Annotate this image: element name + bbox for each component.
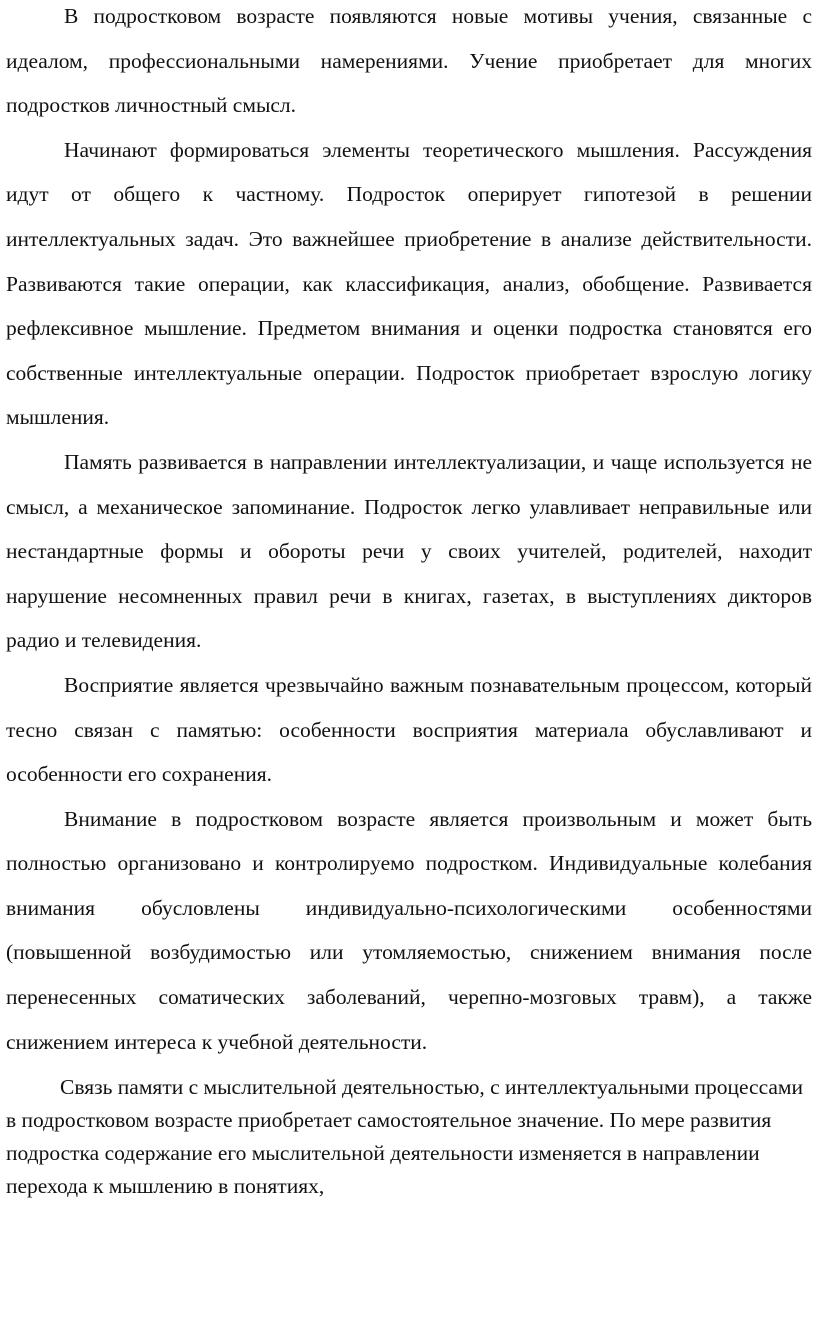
paragraph-learning-motives: В подростковом возрасте появляются новые мотивы учения, связанные с идеалом, профессиональными намерениями. Учение приобретает для многих подростков личностный смысл. <box>6 4 812 118</box>
document-page <box>6 0 812 1202</box>
paragraph-theoretical-thinking: Начинают формироваться элементы теоретического мышления. Рассуждения идут от общего к частному. Подросток оперирует гипотезой в решении интеллектуальных задач. Это важнейшее приобретение в анализе действительности. Развиваются такие операции, как классификация, анализ, обобщение. Развивается рефлексивное мышление. Предметом внимания и оценки подростка становятся его собственные интеллектуальные операции. Подросток приобретает взрослую логику мышления. <box>6 137 812 430</box>
paragraph-memory-thinking-link: Связь памяти с мыслительной деятельностью, с интеллектуальными процессами в подростковом возрасте приобретает самостоятельное значение. По мере развития подростка содержание его мыслительной деятельности изменяется в направлении перехода к мышлению в понятиях, <box>6 1075 804 1198</box>
paragraph-attention: Внимание в подростковом возрасте является произвольным и может быть полностью организовано и контролируемо подростком. Индивидуальные колебания внимания обусловлены индивидуально-психологическими особенностями (повышенной возбудимостью или утомляемостью, снижением внимания после перенесенных соматических заболеваний, черепно-мозговых травм), а также снижением интереса к учебной деятельности. <box>6 806 812 1054</box>
paragraph-perception: Восприятие является чрезвычайно важным познавательным процессом, который тесно связан с памятью: особенности восприятия материала обуславливают и особенности его сохранения. <box>6 672 812 787</box>
paragraph-memory: Память развивается в направлении интеллектуализации, и чаще используется не смысл, а механическое запоминание. Подросток легко улавливает неправильные или нестандартные формы и обороты речи у своих учителей, родителей, находит нарушение несомненных правил речи в книгах, газетах, в выступлениях дикторов радио и телевидения. <box>6 449 812 653</box>
